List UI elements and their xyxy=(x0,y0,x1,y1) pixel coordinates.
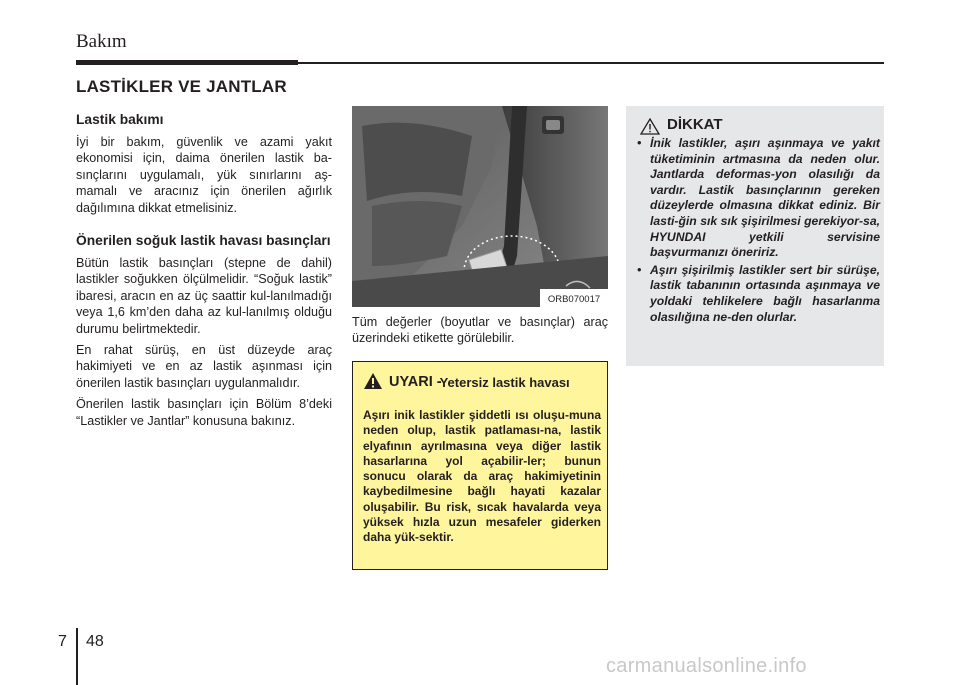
paragraph: İyi bir bakım, güvenlik ve azami yakıt ekonomisi için, daima önerilen lastik ba-sınçlarını uygulamalı, yük sınırlarını aş-mamalı ve aracınız için önerilen ağırlık dağılımına dikkat etmelisiniz. xyxy=(76,135,332,215)
warning-body: Aşırı inik lastikler şiddetli ısı oluşu-muna neden olup, lastik patlaması-na, lastik elyafının ayrılmasına veya diğer lastik hasarlarına yol açabilir-ler; bunun sonucu olarak da araç hakimiyetinin kaybedilmesine bağlı hayati kazalar oluşabilir. Bu risk, sıcak havalarda veya yüksek hızla uzun mesafeler giderken daha yük-sektir. xyxy=(363,408,601,545)
chapter-title: Bakım xyxy=(76,31,127,52)
footer-divider xyxy=(76,628,78,685)
caution-box xyxy=(626,106,884,366)
header-bar xyxy=(76,60,298,65)
paragraph: Bütün lastik basınçları (stepne de dahil) lastikler soğukken ölçülmelidir. “Soğuk lastik” ibaresi, aracın en az üç saattir kul-lanılmadığı veya 1,6 km’den daha az kul-lanılmış olduğu durumu belirtmektedir. xyxy=(76,256,332,336)
figure-code: ORB070017 xyxy=(547,294,601,305)
section-title: LASTİKLER VE JANTLAR xyxy=(76,77,287,96)
figure-caption: Tüm değerler (boyutlar ve basınçlar) araç üzerindeki etikette görülebilir. xyxy=(352,315,608,346)
heading-tire-care: Lastik bakımı xyxy=(76,112,164,127)
warning-subtitle-wrap xyxy=(389,375,599,391)
warning-box xyxy=(352,361,608,570)
caution-item: • Aşırı şişirilmiş lastikler sert bir sürüşe, lastik tabanının ortasında aşınmaya ve yoldaki tehlikelere bağlı hasarlanma olasılığına ne-den olurlar. xyxy=(637,262,880,324)
caution-title: DİKKAT xyxy=(667,116,723,133)
tire-label-photo xyxy=(352,106,608,307)
chapter-number: 7 xyxy=(58,633,67,650)
warning-triangle-icon xyxy=(363,372,383,390)
text-column xyxy=(76,111,332,434)
caution-item: • İnik lastikler, aşırı aşınmaya ve yakıt tüketiminin artmasına da neden olur. Jantlarda deformas-yon olasılığı da vardır. Lastik basınçlarının gereken düzeylerde olmasına dikkat ediniz. Bir lasti-ğin sık sık şişirilmesi gerekiyor-sa, HYUNDAI yetkili servisine başvurmanızı öneririz. xyxy=(637,136,880,260)
warning-title: UYARI - xyxy=(389,374,442,390)
paragraph: En rahat sürüş, en üst düzeyde araç hakimiyeti ve en az lastik aşınması için önerilen lastik basınçları uygulanmalıdır. xyxy=(76,343,332,390)
heading-cold-pressure: Önerilen soğuk lastik havası basınçları xyxy=(76,233,331,249)
paragraph: Önerilen lastik basınçları için Bölüm 8’deki “Lastikler ve Jantlar” konusuna bakınız. xyxy=(76,397,332,428)
watermark: carmanualsonline.info xyxy=(606,655,807,677)
warning-subtitle: Yetersiz lastik havası xyxy=(439,375,570,390)
door-pillar-illustration xyxy=(352,106,608,307)
caution-list xyxy=(636,136,880,327)
caution-triangle-icon xyxy=(640,118,660,135)
page-number: 48 xyxy=(86,633,104,650)
header-rule xyxy=(298,62,884,64)
